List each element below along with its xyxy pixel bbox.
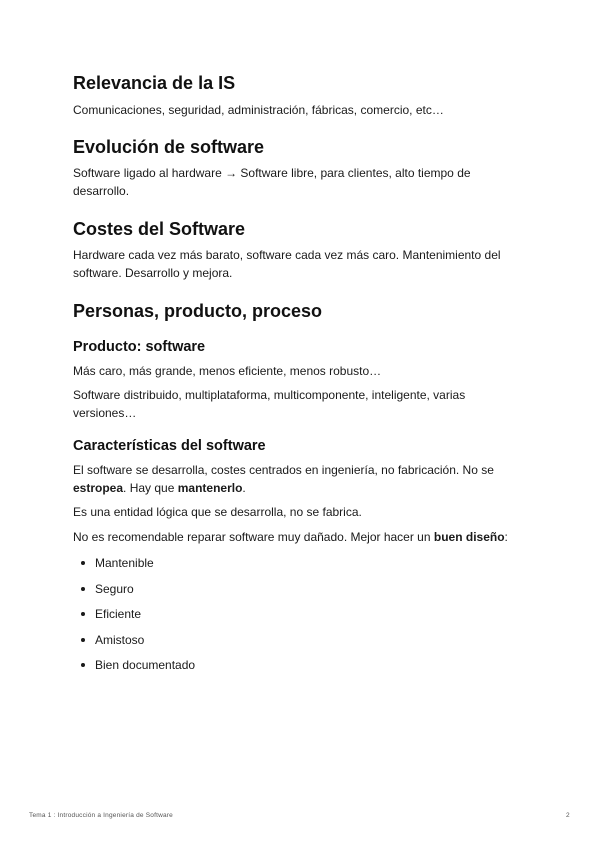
text-relevancia: Comunicaciones, seguridad, administración, fábricas, comercio, etc… [73,103,444,117]
text-producto-2: Software distribuido, multiplataforma, multicomponente, inteligente, varias versiones… [73,388,466,420]
bold-buen-diseno: buen diseño [433,530,505,544]
heading-relevancia: Relevancia de la IS [73,73,236,93]
heading-personas: Personas, producto, proceso [73,301,323,321]
list-item: Seguro [73,582,195,608]
bold-estropea: estropea [73,481,124,495]
text-producto-1: Más caro, más grande, menos eficiente, menos robusto… [73,364,382,378]
text-caracteristicas-2: Es una entidad lógica que se desarrolla, no se fabrica. [73,505,362,519]
subheading-producto: Producto: software [73,339,206,355]
text-evolucion: Software ligado al hardware → Software libre, para clientes, alto tiempo de desarrollo. [73,166,471,198]
text-caracteristicas-3-end: : [504,530,508,544]
list-item: Bien documentado [73,658,195,684]
subheading-caracteristicas: Características del software [73,438,266,454]
text-caracteristicas-3-start: No es recomendable reparar software muy dañado. Mejor hacer un [73,530,434,544]
footer-title: Tema 1 : Introducción a Ingeniería de Software [29,812,173,819]
list-item: Eficiente [73,607,195,633]
footer-page-number: 2 [566,812,570,819]
text-caracteristicas-1 [73,461,513,497]
design-qualities-list [73,556,195,684]
text-caracteristicas-1-mid: . Hay que [123,481,178,495]
text-caracteristicas-1-end: . [242,481,246,495]
heading-costes: Costes del Software [73,219,246,239]
text-caracteristicas-1-start: El software se desarrolla, costes centrados en ingeniería, no fabricación. No se [73,463,494,477]
list-item: Mantenible [73,556,195,582]
heading-evolucion: Evolución de software [73,137,265,157]
text-costes: Hardware cada vez más barato, software cada vez más caro. Mantenimiento del software. Desarrollo y mejora. [73,248,501,280]
bold-mantenerlo: mantenerlo [177,481,243,495]
text-caracteristicas-3 [73,528,513,546]
list-item: Amistoso [73,633,195,659]
